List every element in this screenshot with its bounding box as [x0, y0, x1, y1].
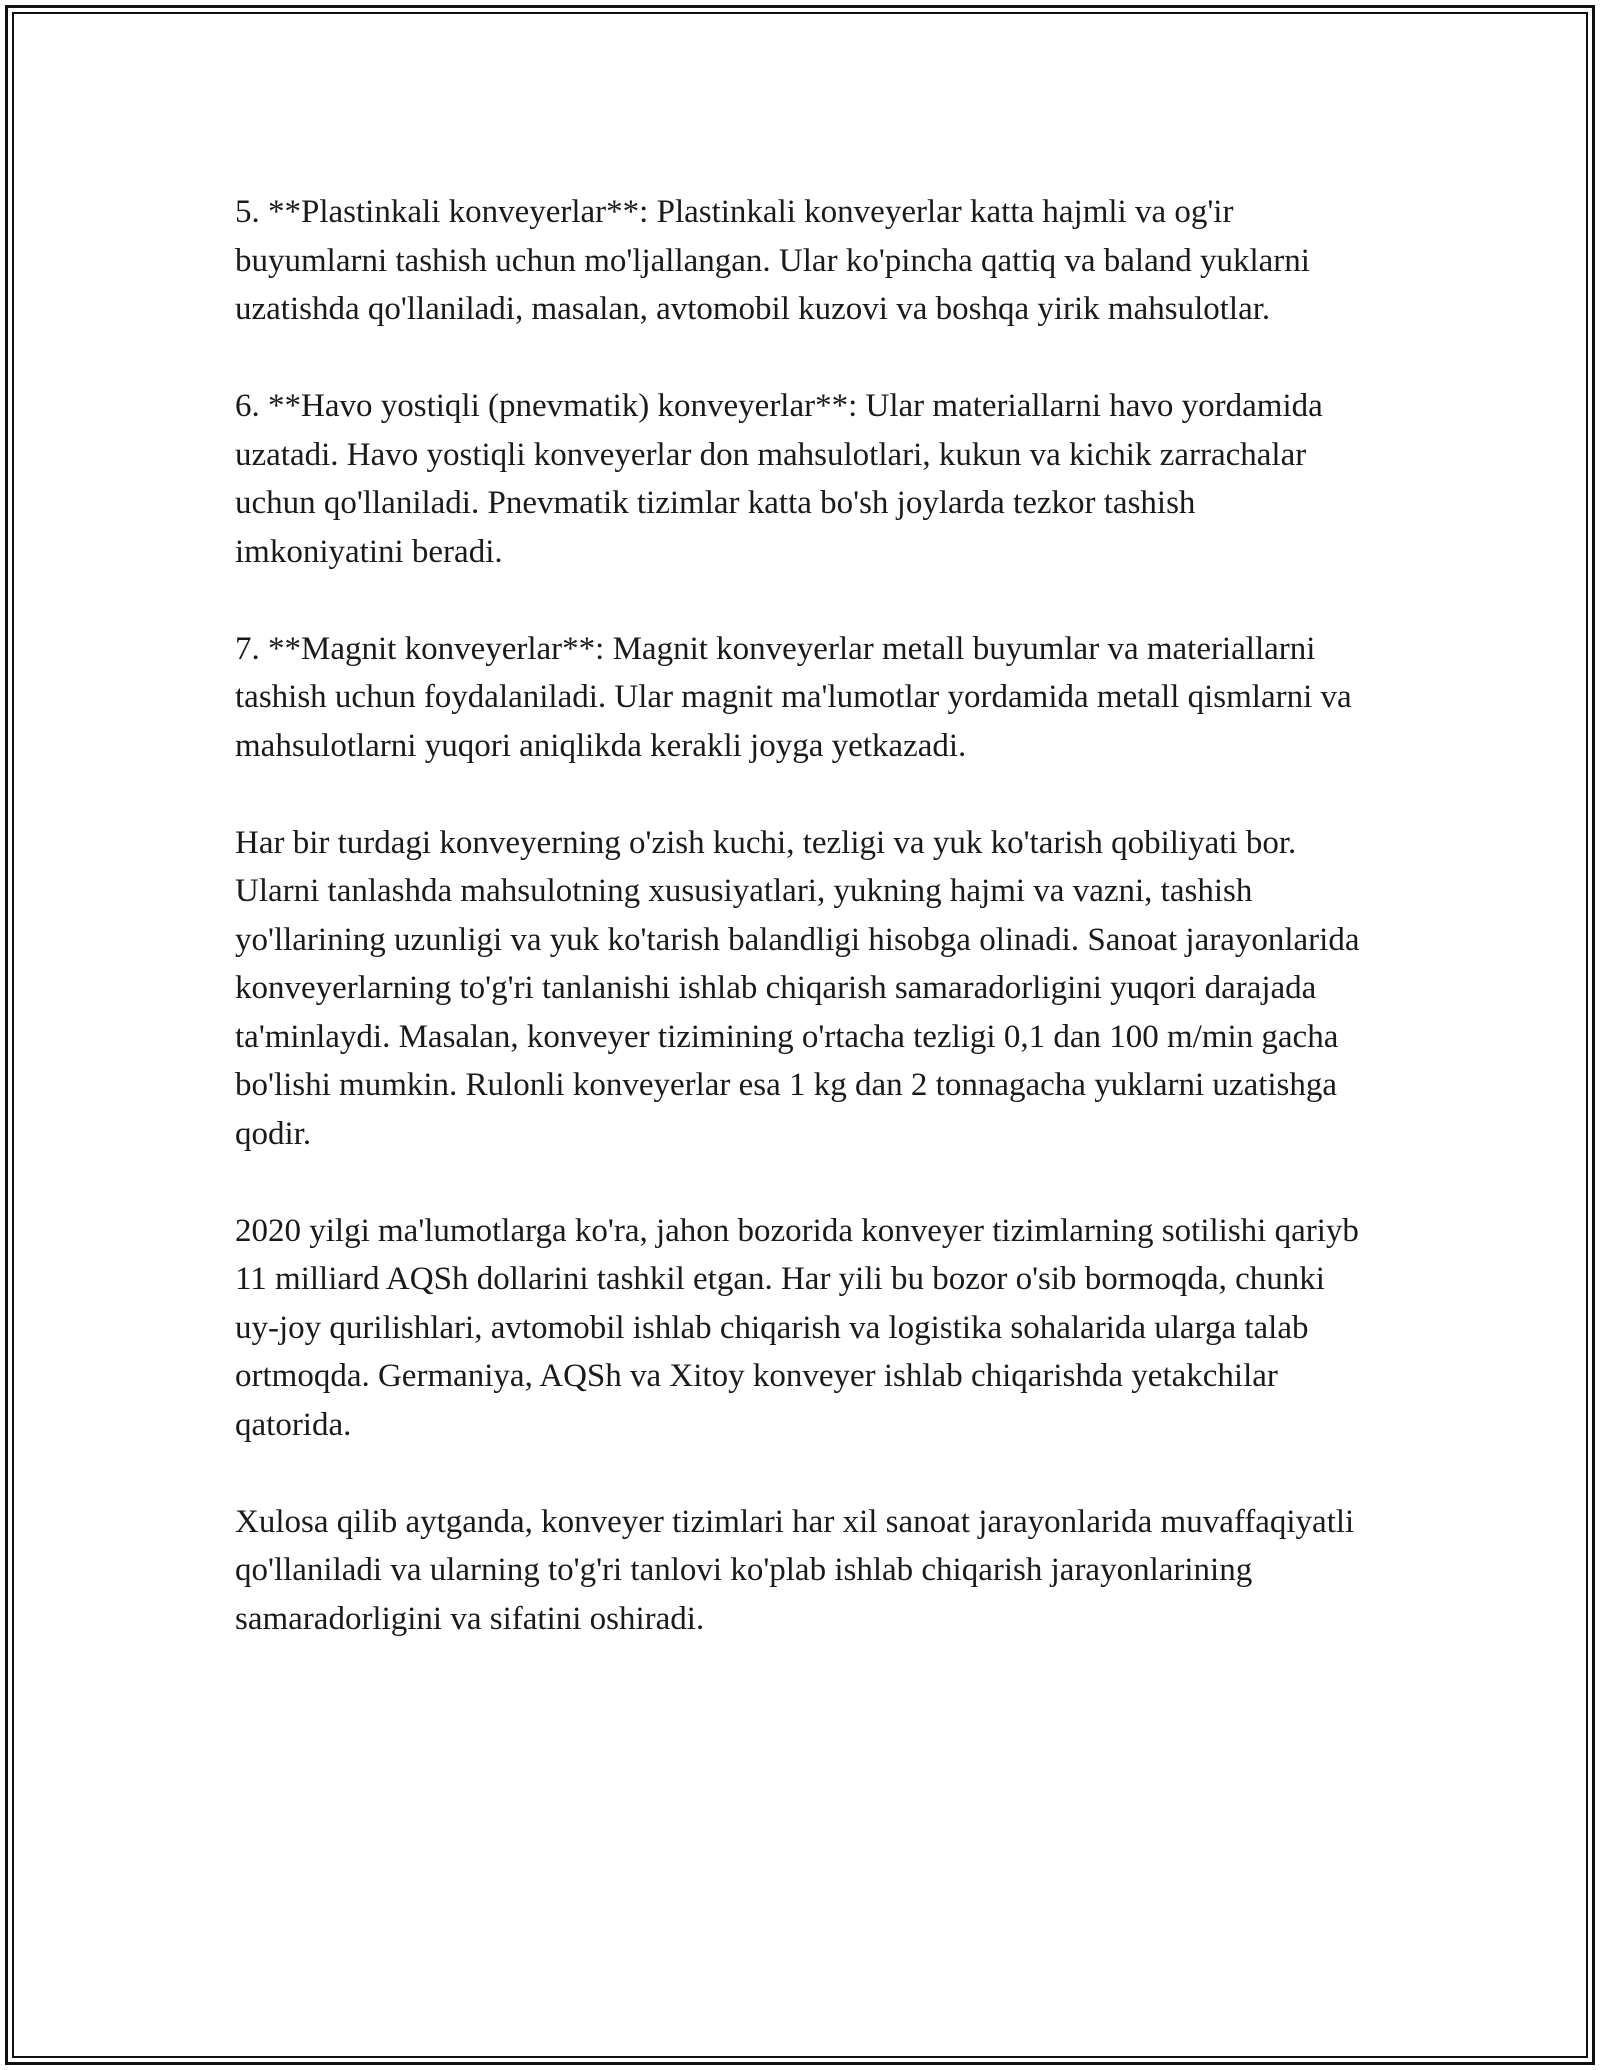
- paragraph-conclusion: Xulosa qilib aytganda, konveyer tizimlari har xil sanoat jarayonlarida muvaffaqiyatli qo'llaniladi va ularning to'g'ri tanlovi ko'plab ishlab chiqarish jarayonlarining samaradorligini va sifatini oshiradi.: [235, 1503, 1355, 1637]
- paragraph-plate-conveyors: 5. **Plastinkali konveyerlar**: Plastinkali konveyerlar katta hajmli va og'ir buyumlarni tashish uchun mo'ljallangan. Ular ko'pincha qattiq va baland yuklarni uzatishda qo'llaniladi, masalan, avtomobil kuzovi va boshqa yirik mahsulotlar.: [235, 194, 1310, 327]
- paragraph-pneumatic-conveyors: 6. **Havo yostiqli (pnevmatik) konveyerlar**: Ular materiallarni havo yordamida uzatadi. Havo yostiqli konveyerlar don mahsulotlari, kukun va kichik zarrachalar uchun qo'llaniladi. Pnevmatik tizimlar katta bo'sh joylarda tezkor tashish imkoniyatini beradi.: [235, 388, 1323, 570]
- paragraph-magnetic-conveyors: 7. **Magnit konveyerlar**: Magnit konveyerlar metall buyumlar va materiallarni tashish uchun foydalaniladi. Ular magnit ma'lumotlar yordamida metall qismlarni va mahsulotlarni yuqori aniqlikda kerakli joyga yetkazadi.: [235, 630, 1352, 764]
- document-body: [235, 188, 1365, 1643]
- paragraph-selection-criteria: Har bir turdagi konveyerning o'zish kuchi, tezligi va yuk ko'tarish qobiliyati bor. Ularni tanlashda mahsulotning xususiyatlari, yukning hajmi va vazni, tashish yo'llarining uzunligi va yuk ko'tarish balandligi hisobga olinadi. Sanoat jarayonlarida konveyerlarning to'g'ri tanlanishi ishlab chiqarish samaradorligini yuqori darajada ta'minlaydi. Masalan, konveyer tizimining o'rtacha tezligi 0,1 dan 100 m/min gacha bo'lishi mumkin. Rulonli konveyerlar esa 1 kg dan 2 tonnagacha yuklarni uzatishga qodir.: [235, 824, 1360, 1152]
- paragraph-market-data: 2020 yilgi ma'lumotlarga ko'ra, jahon bozorida konveyer tizimlarning sotilishi qariyb 11 milliard AQSh dollarini tashkil etgan. Har yili bu bozor o'sib bormoqda, chunki uy-joy qurilishlari, avtomobil ishlab chiqarish va logistika sohalarida ularga talab ortmoqda. Germaniya, AQSh va Xitoy konveyer ishlab chiqarishda yetakchilar qatorida.: [235, 1212, 1359, 1443]
